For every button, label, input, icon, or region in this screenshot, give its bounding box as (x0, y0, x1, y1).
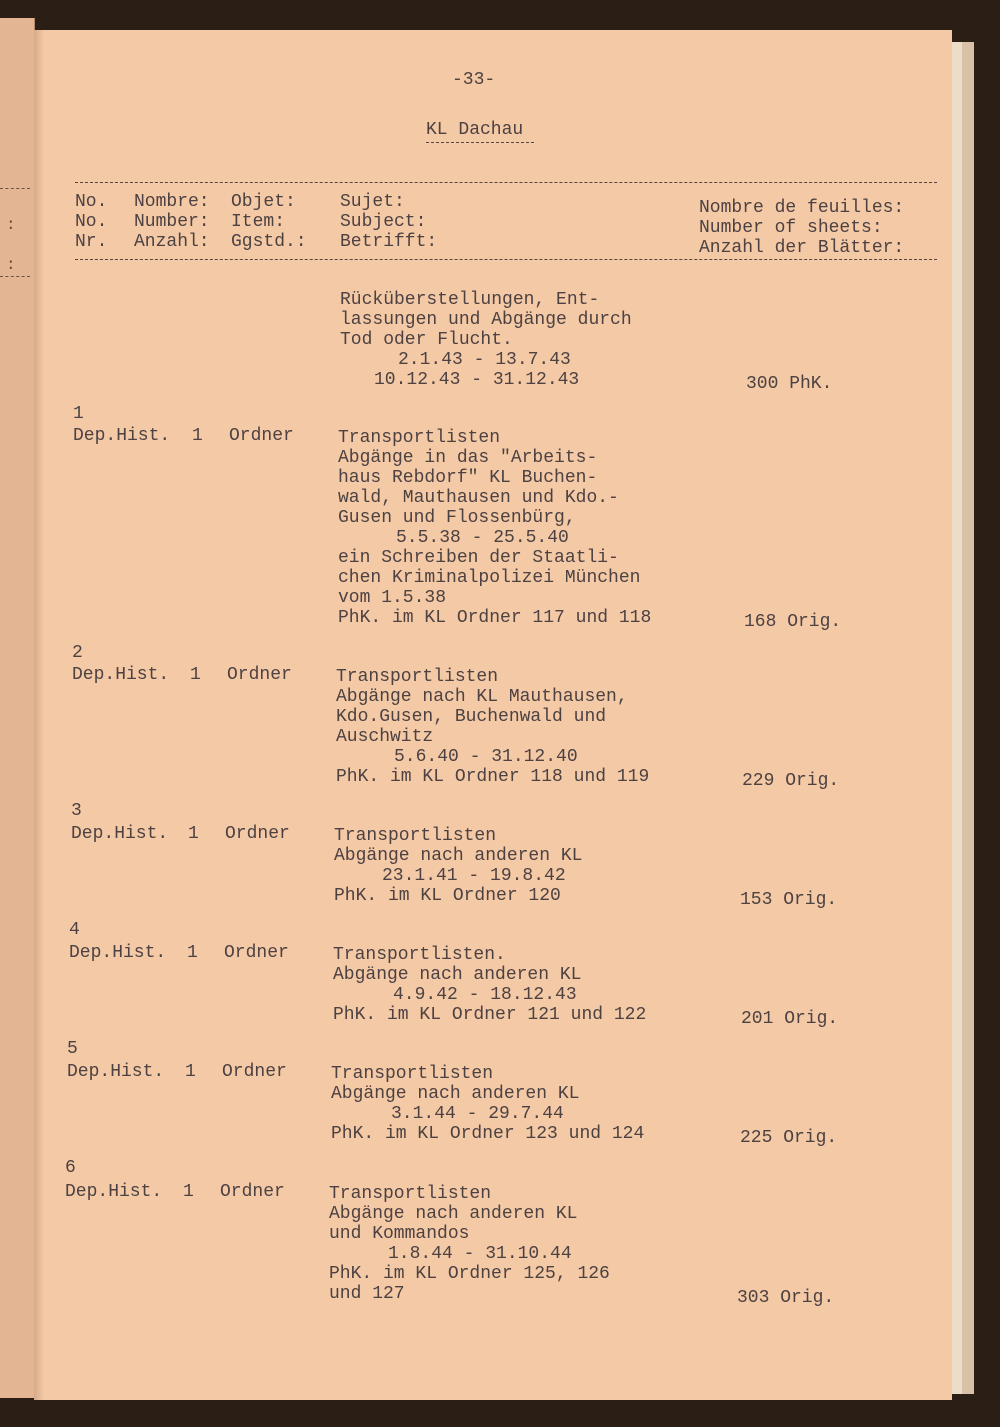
entry-date-range: 3.1.44 - 29.7.44 (391, 1104, 564, 1124)
entry-dep: Dep.Hist. (73, 426, 171, 446)
entry-sheets: 229 Orig. (742, 771, 840, 791)
entry-item: Ordner (227, 665, 292, 685)
entry-count: 1 (183, 1182, 194, 1202)
entry-subject-line: Transportlisten. (333, 945, 506, 965)
intro-line: Rücküberstellungen, Ent- (340, 290, 600, 310)
header-sheets-de: Anzahl der Blätter: (699, 238, 905, 258)
entry-subject-line: PhK. im KL Ordner 125, 126 (329, 1264, 610, 1284)
entry-sheets: 168 Orig. (744, 612, 842, 632)
entry-count: 1 (185, 1062, 196, 1082)
entry-count: 1 (187, 943, 198, 963)
entry-count: 1 (188, 824, 199, 844)
title-underline (426, 142, 534, 143)
intro-line: Tod oder Flucht. (340, 330, 513, 350)
entry-number: 6 (65, 1158, 76, 1178)
entry-count: 1 (192, 426, 203, 446)
entry-subject-line: Abgänge nach anderen KL (329, 1204, 578, 1224)
entry-date-range: 23.1.41 - 19.8.42 (382, 866, 566, 886)
previous-page-colon: : (6, 256, 16, 274)
entry-subject-line: Auschwitz (336, 727, 434, 747)
entry-subject-line: und Kommandos (329, 1224, 470, 1244)
entry-subject-line: PhK. im KL Ordner 118 und 119 (336, 767, 650, 787)
entry-number: 5 (67, 1039, 78, 1059)
entry-dep: Dep.Hist. (71, 824, 169, 844)
entry-date-range: 5.6.40 - 31.12.40 (394, 747, 578, 767)
intro-sheets: 300 PhK. (746, 374, 833, 394)
entry-subject-line: chen Kriminalpolizei München (338, 568, 641, 588)
entry-sheets: 201 Orig. (741, 1009, 839, 1029)
entry-subject-line: vom 1.5.38 (338, 588, 447, 608)
entry-subject-line: ein Schreiben der Staatli- (338, 548, 619, 568)
header-no-en: No. (75, 212, 108, 232)
header-rule-bottom (75, 259, 937, 260)
entry-subject-line: Gusen und Flossenbürg, (338, 508, 576, 528)
intro-date-range: 2.1.43 - 13.7.43 (398, 350, 571, 370)
entry-subject-line: Abgänge nach anderen KL (331, 1084, 580, 1104)
entry-sheets: 225 Orig. (740, 1128, 838, 1148)
entry-number: 2 (72, 643, 83, 663)
entry-item: Ordner (225, 824, 290, 844)
header-count-fr: Nombre: (134, 192, 210, 212)
header-count-de: Anzahl: (134, 232, 210, 252)
entry-subject-line: und 127 (329, 1284, 405, 1304)
header-no-fr: No. (75, 192, 108, 212)
entry-sheets: 153 Orig. (740, 890, 838, 910)
entry-subject-line: haus Rebdorf" KL Buchen- (338, 468, 598, 488)
header-count-en: Number: (134, 212, 210, 232)
entry-item: Ordner (220, 1182, 285, 1202)
entry-item: Ordner (229, 426, 294, 446)
page-stack-edge (962, 42, 974, 1394)
header-item-fr: Objet: (231, 192, 296, 212)
previous-page-edge (0, 18, 35, 1398)
entry-number: 4 (69, 920, 80, 940)
header-subject-en: Subject: (340, 212, 427, 232)
previous-page-rule (0, 276, 30, 277)
document-title: KL Dachau (426, 120, 524, 140)
header-no-de: Nr. (75, 232, 108, 252)
entry-count: 1 (190, 665, 201, 685)
entry-subject-line: Abgänge nach anderen KL (333, 965, 582, 985)
header-item-en: Item: (231, 212, 286, 232)
entry-subject-line: PhK. im KL Ordner 123 und 124 (331, 1124, 645, 1144)
binding-shadow (34, 30, 44, 1400)
header-sheets-fr: Nombre de feuilles: (699, 198, 905, 218)
intro-date-range: 10.12.43 - 31.12.43 (374, 370, 580, 390)
entry-date-range: 5.5.38 - 25.5.40 (396, 528, 569, 548)
entry-subject-line: Transportlisten (329, 1184, 492, 1204)
entry-dep: Dep.Hist. (69, 943, 167, 963)
page-stack-edge (952, 42, 962, 1394)
entry-subject-line: Transportlisten (334, 826, 497, 846)
header-sheets-en: Number of sheets: (699, 218, 883, 238)
previous-page-rule (0, 188, 30, 189)
entry-date-range: 1.8.44 - 31.10.44 (388, 1244, 572, 1264)
previous-page-colon: : (6, 216, 16, 234)
entry-number: 3 (71, 801, 82, 821)
entry-subject-line: wald, Mauthausen und Kdo.- (338, 488, 619, 508)
entry-dep: Dep.Hist. (65, 1182, 163, 1202)
header-rule-top (75, 182, 937, 183)
intro-line: lassungen und Abgänge durch (340, 310, 632, 330)
entry-subject-line: Transportlisten (336, 667, 499, 687)
entry-number: 1 (73, 404, 84, 424)
header-subject-de: Betrifft: (340, 232, 438, 252)
entry-subject-line: Transportlisten (338, 428, 501, 448)
header-item-de: Ggstd.: (231, 232, 307, 252)
entry-subject-line: PhK. im KL Ordner 120 (334, 886, 561, 906)
entry-subject-line: PhK. im KL Ordner 117 und 118 (338, 608, 652, 628)
entry-subject-line: Transportlisten (331, 1064, 494, 1084)
entry-item: Ordner (224, 943, 289, 963)
entry-dep: Dep.Hist. (72, 665, 170, 685)
entry-dep: Dep.Hist. (67, 1062, 165, 1082)
entry-subject-line: Abgänge nach anderen KL (334, 846, 583, 866)
page-number: -33- (452, 70, 496, 90)
entry-subject-line: PhK. im KL Ordner 121 und 122 (333, 1005, 647, 1025)
entry-subject-line: Abgänge nach KL Mauthausen, (336, 687, 628, 707)
entry-item: Ordner (222, 1062, 287, 1082)
entry-subject-line: Abgänge in das "Arbeits- (338, 448, 598, 468)
entry-date-range: 4.9.42 - 18.12.43 (393, 985, 577, 1005)
entry-subject-line: Kdo.Gusen, Buchenwald und (336, 707, 607, 727)
header-subject-fr: Sujet: (340, 192, 405, 212)
entry-sheets: 303 Orig. (737, 1288, 835, 1308)
